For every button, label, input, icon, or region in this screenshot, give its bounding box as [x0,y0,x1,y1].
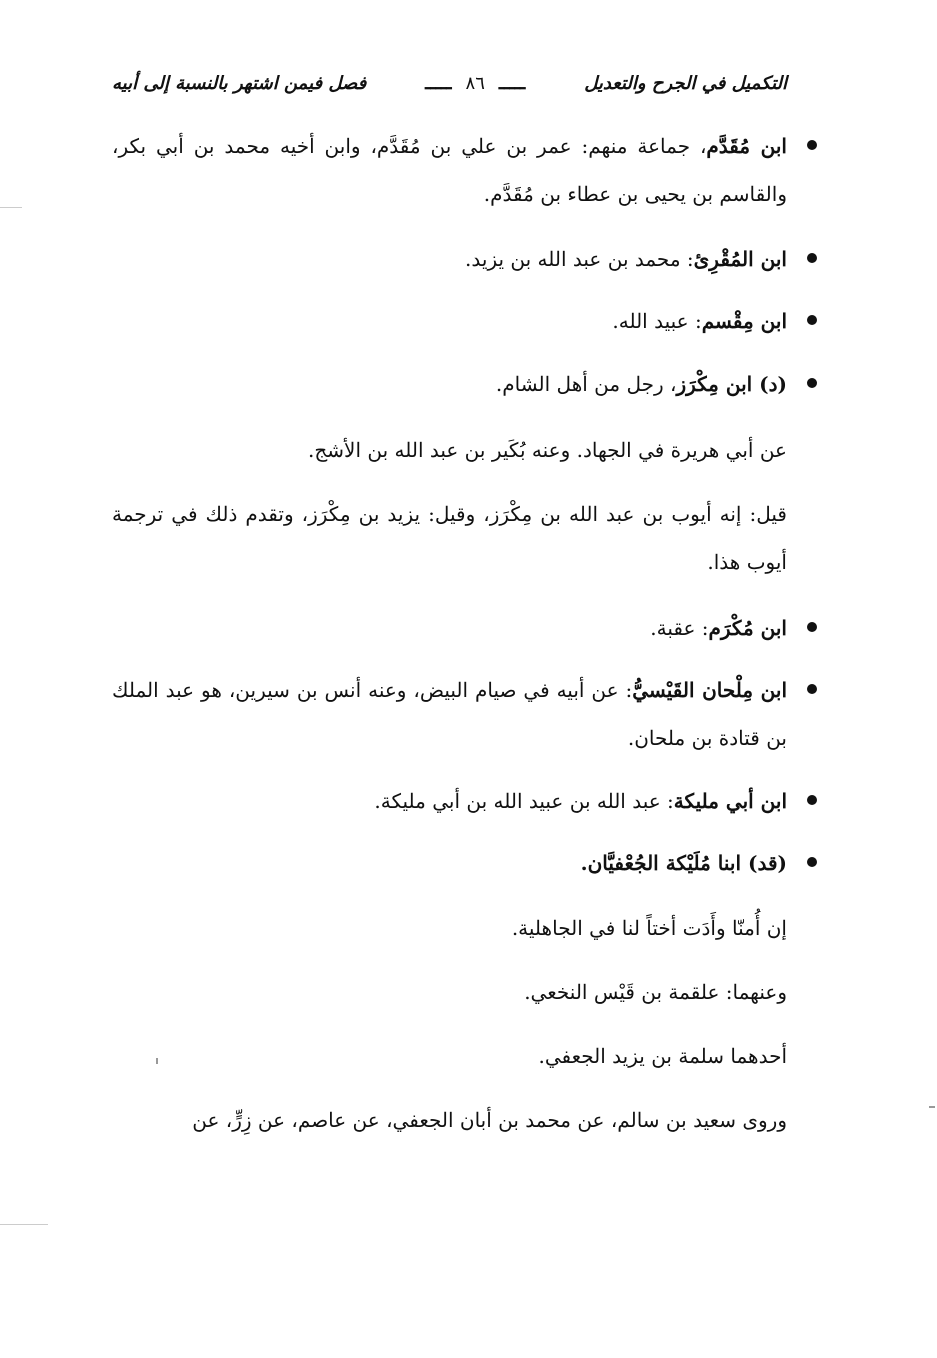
entry-text: : عن أبيه في صيام البيض، وعنه أنس بن سيرين، هو عبد الملك بن قتادة بن ملحان. [112,678,787,750]
paragraph-mulayka-narrator: وعنهما: علقمة بن قَيْس النخعي. [524,980,787,1004]
header-center [425,73,525,94]
entry-ibna-mulayka [112,839,787,887]
bullet-icon [807,315,817,325]
entry-name: (د) ابن مِكْرَز [676,372,787,396]
entry-text: : عقبة. [650,616,709,640]
entry-text: : عبيد الله. [612,309,702,333]
running-header [112,66,787,100]
entry-name: ابن مُكْرَم [708,616,787,640]
entry-name: (قد) ابنا مُلَيْكة الجُعْفيَّان. [580,851,787,875]
bullet-icon [807,857,817,867]
bullet-icon [807,684,817,694]
scan-speck [156,1058,158,1064]
bullet-icon [807,253,817,263]
entry-name: ابن مِلْحان القَيْسيُّ [632,678,787,702]
entry-ibn-muqaddam [112,122,787,218]
entry-ibn-milhan [112,666,787,762]
entry-text: : محمد بن عبد الله بن يزيد. [465,247,694,271]
paragraph-mulayka-chain: وروى سعيد بن سالم، عن محمد بن أبان الجعفي، عن عاصم، عن زِرٍّ، عن [192,1108,787,1132]
book-title: التكميل في الجرح والتعديل [584,72,787,94]
scan-speck [0,1224,48,1225]
entry-ibn-mukram [112,604,787,652]
entry-name: ابن مِقْسم [701,309,787,333]
entry-text: ، جماعة منهم: عمر بن علي بن مُقَدَّم، وابن أخيه محمد بن أبي بكر، والقاسم بن يحيى بن عطاء بن مُقَدَّم. [112,134,787,206]
paragraph-mikraz-narration: عن أبي هريرة في الجهاد. وعنه بُكَير بن عبد الله بن الأشج. [308,438,787,462]
scan-speck [0,207,22,208]
page-number: ٨٦ [465,72,485,94]
entry-name: ابن أبي مليكة [673,789,787,813]
entry-ibn-miqsam [112,297,787,345]
entry-ibn-al-muqri [112,235,787,283]
paragraph-mulayka-hadith: إن أُمنّا وأَدَت أختاً لنا في الجاهلية. [511,916,787,940]
section-title: فصل فيمن اشتهر بالنسبة إلى أبيه [112,72,367,94]
entry-ibn-mikraz [112,360,787,408]
bullet-icon [807,140,817,150]
bullet-icon [807,795,817,805]
bullet-icon [807,378,817,388]
paragraph-mikraz-note: قيل: إنه أيوب بن عبد الله بن مِكْرَز، وقيل: يزيد بن مِكْرَز، وتقدم ذلك في ترجمة أيوب هذا. [112,502,787,574]
paragraph-mulayka-one: أحدهما سلمة بن يزيد الجعفي. [538,1044,787,1068]
scan-speck [929,1106,935,1108]
entry-name: ابن مُقَدَّم [706,134,787,158]
entry-ibn-abi-mulayka [112,777,787,825]
entry-text: ، رجل من أهل الشام. [495,372,677,396]
entry-text: : عبد الله بن عبيد الله بن أبي مليكة. [374,789,674,813]
bullet-icon [807,622,817,632]
entry-name: ابن المُقْرِئ [693,247,787,271]
header-separator: ـــــ [498,72,526,94]
header-separator: ـــــ [425,72,452,94]
